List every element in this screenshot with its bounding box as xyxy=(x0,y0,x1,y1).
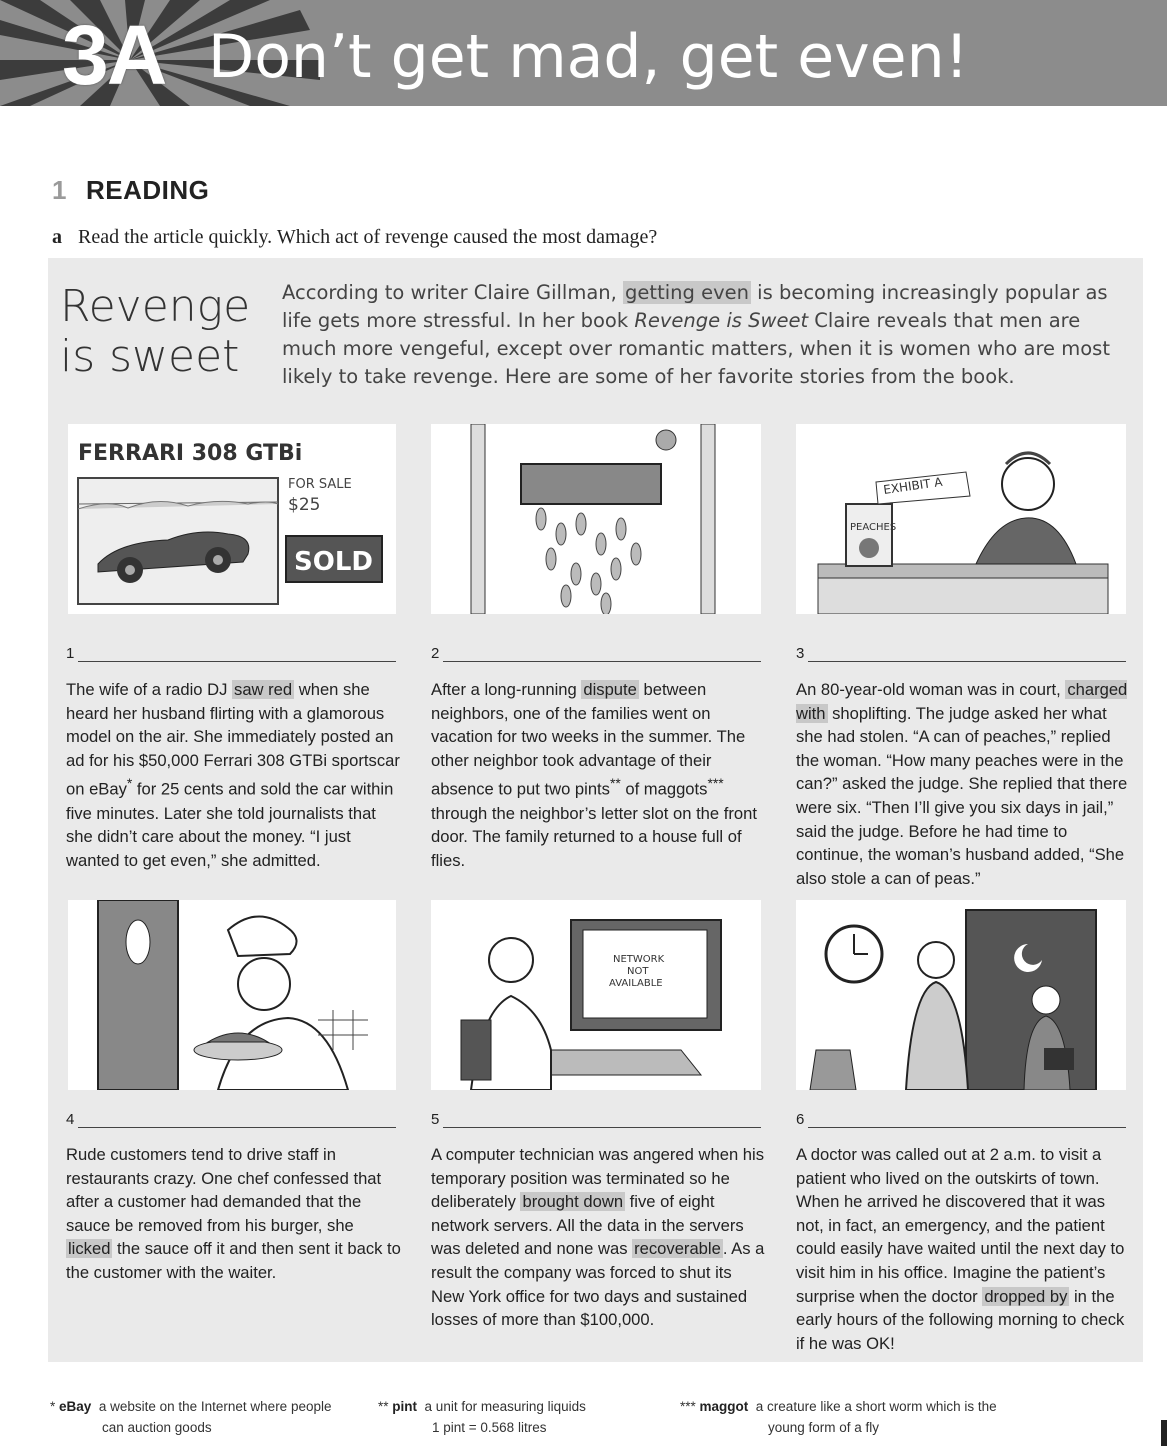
story-number-5: 5 xyxy=(431,1111,440,1128)
peaches-can-text: PEACHES xyxy=(850,522,897,533)
illustration-chef xyxy=(68,900,396,1090)
for-sale-text: FOR SALE xyxy=(288,477,352,492)
section-number: 1 xyxy=(52,175,67,205)
illustration-letter-slot xyxy=(431,424,761,614)
article-intro: According to writer Claire Gillman, getting even is becoming increasingly popular as life gets more stressful. In her book Revenge is Sweet Claire reveals that men are much more vengeful, except over romantic matters, when it is women who are most likely to take revenge. Here are some of her favorite stories from the book. xyxy=(282,281,1110,388)
answer-line-1 xyxy=(78,661,396,662)
story-number-4: 4 xyxy=(66,1111,75,1128)
story-number-1: 1 xyxy=(66,645,75,662)
highlight-word: saw red xyxy=(234,680,293,699)
book-title: Revenge is Sweet xyxy=(634,309,809,332)
story-text-5: A computer technician was angered when his temporary position was terminated so he deliberately brought down five of eight network servers. All the data in the servers was deleted and none was recoverable . As a result the company was forced to shut its New York office for two days and sustained losses of more than $100,000. xyxy=(431,1145,765,1330)
highlight-word: charged with xyxy=(796,680,1128,723)
illustration-doctor xyxy=(796,900,1126,1090)
answer-line-4 xyxy=(78,1127,396,1128)
article-title xyxy=(60,282,250,382)
answer-line-2 xyxy=(443,661,761,662)
page-edge-marker xyxy=(1161,1420,1167,1446)
section-title: READING xyxy=(86,175,210,205)
screen-text-line2: NOT xyxy=(627,966,649,977)
sold-sign-text: SOLD xyxy=(294,547,373,577)
article-title-line2: is sweet xyxy=(60,331,240,382)
answer-line-3 xyxy=(808,661,1126,662)
story-text-1: The wife of a radio DJ saw red when she heard her husband flirting with a glamorous model on the air. She immediately posted an ad for his $50,000 Ferrari 308 GTBi sportscar on eBay* for 25 cents and sold the car within five minutes. Later she told journalists that she didn’t care about the money. “I just wanted to get even,” she admitted. xyxy=(66,680,400,870)
highlight-word: recoverable xyxy=(634,1239,721,1259)
story-text-4: Rude customers tend to drive staff in restaurants crazy. One chef confessed that after a customer had demanded that the sauce be removed from his burger, she licked the sauce off it and then sent it back to the customer with the waiter. xyxy=(66,1145,401,1282)
question-text: Read the article quickly. Which act of revenge caused the most damage? xyxy=(78,226,658,248)
story-text-2: After a long-running dispute between neighbors, one of the families went on vacation for two weeks in the summer. The other neighbor took advantage of their absence to put two pints** of maggots*** through the neighbor’s letter slot on the front door. The family returned to a house full of flies. xyxy=(431,680,757,870)
footnote-ebay: * eBay a website on the Internet where people can auction goods xyxy=(50,1399,332,1435)
footnote-maggot: *** maggot a creature like a short worm which is the young form of a fly xyxy=(680,1399,997,1435)
price-text: $25 xyxy=(288,495,321,515)
story-number-2: 2 xyxy=(431,645,440,662)
illustration-court xyxy=(796,424,1126,614)
car-sign-text: FERRARI 308 GTBi xyxy=(78,441,303,466)
exhibit-label: EXHIBIT A xyxy=(882,474,944,497)
highlight-word: licked xyxy=(68,1239,111,1259)
question-letter: a xyxy=(52,226,62,248)
story-number-3: 3 xyxy=(796,645,805,662)
footnote-pint: ** pint a unit for measuring liquids 1 pint = 0.568 litres xyxy=(378,1399,586,1435)
highlight-word: brought down xyxy=(522,1192,624,1212)
article-title-line1: Revenge xyxy=(60,281,251,332)
highlight-word: dispute xyxy=(583,680,637,699)
story-number-6: 6 xyxy=(796,1111,805,1128)
illustration-computer xyxy=(431,900,761,1090)
page-title: Don’t get mad, get even! xyxy=(208,22,969,92)
highlight-word: dropped by xyxy=(984,1286,1068,1306)
story-text-6: A doctor was called out at 2 a.m. to visit a patient who lived on the outskirts of town. When he arrived he discovered that it was not, in fact, an emergency, and the patient could easily have waited until the next day to visit him in his office. Imagine the patient’s surprise when the doctor dropped by in the early hours of the following morning to check if he was OK! xyxy=(796,1145,1125,1353)
unit-banner xyxy=(0,0,1167,106)
unit-number: 3A xyxy=(62,8,166,102)
story-text-3: An 80-year-old woman was in court, charged with shoplifting. The judge asked her what she had stolen. “A can of peaches,” replied the woman. “How many peaches were in the can?” asked the judge. She replied that there were six. “Then I’ll give you six days in jail,” said the judge. Before he had time to continue, the woman’s husband added, “She also stole a can of peas.” xyxy=(796,680,1128,888)
highlight-word: getting even xyxy=(625,281,749,304)
screen-text-line3: AVAILABLE xyxy=(609,978,663,989)
illustration-ferrari xyxy=(68,424,396,614)
screen-text-line1: NETWORK xyxy=(613,954,665,965)
answer-line-6 xyxy=(808,1127,1126,1128)
answer-line-5 xyxy=(443,1127,761,1128)
